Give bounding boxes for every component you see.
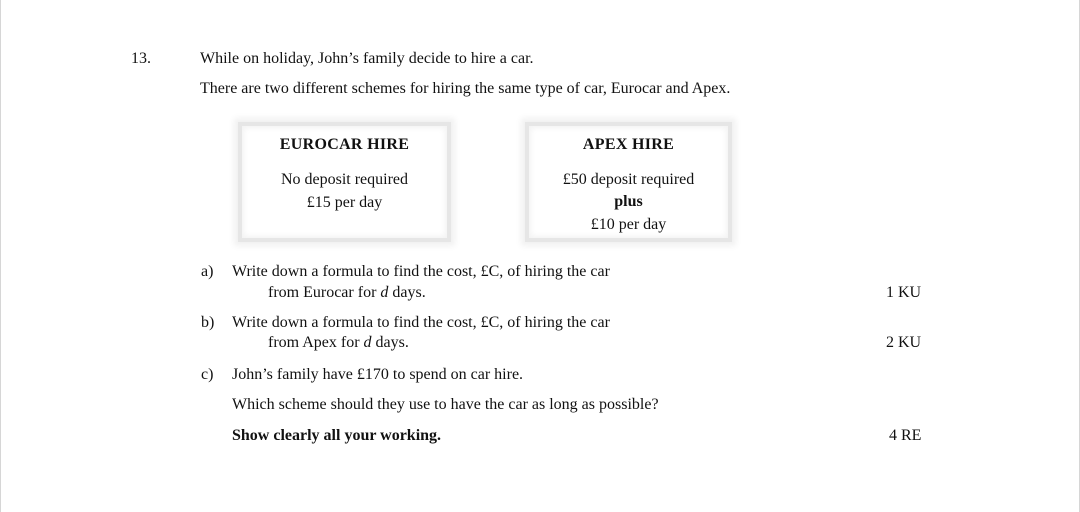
part-c-instruction: Show clearly all your working. xyxy=(232,427,442,444)
part-b-line-1: Write down a formula to find the cost, £C, of hiring the car xyxy=(232,314,610,331)
part-c-line-2: Which scheme should they use to have the car as long as possible? xyxy=(232,396,659,413)
part-b-variable-d: d xyxy=(363,334,372,351)
part-b-line-2-start: from Apex for xyxy=(268,334,364,351)
question-intro-line-2: There are two different schemes for hiring the same type of car, Eurocar and Apex. xyxy=(200,80,731,97)
part-a-variable-d: d xyxy=(380,284,389,301)
part-a-marks: 1 KU xyxy=(886,284,922,301)
part-b-line-2 xyxy=(268,334,409,352)
apex-deposit-text: £50 deposit required xyxy=(562,171,695,188)
part-a-line-2-end: days. xyxy=(388,284,426,301)
part-a-line-1: Write down a formula to find the cost, £C, of hiring the car xyxy=(232,263,610,280)
part-b-line-2-end: days. xyxy=(371,334,409,351)
apex-plus-text: plus xyxy=(614,193,643,210)
apex-hire-title: APEX HIRE xyxy=(582,136,675,153)
question-number: 13. xyxy=(131,50,151,67)
question-intro-line-1: While on holiday, John’s family decide to hire a car. xyxy=(200,50,534,67)
eurocar-hire-title: EUROCAR HIRE xyxy=(279,136,410,153)
part-c-line-1: John’s family have £170 to spend on car hire. xyxy=(232,366,524,383)
apex-daily-rate-text: £10 per day xyxy=(590,216,667,233)
eurocar-deposit-text: No deposit required xyxy=(280,171,409,188)
apex-hire-box xyxy=(525,122,732,242)
part-a-line-2-start: from Eurocar for xyxy=(268,284,381,301)
eurocar-hire-box xyxy=(238,122,451,242)
part-b-label: b) xyxy=(201,314,215,331)
part-a-label: a) xyxy=(201,263,214,280)
eurocar-daily-rate-text: £15 per day xyxy=(306,194,383,211)
part-c-label: c) xyxy=(201,366,214,383)
part-b-marks: 2 KU xyxy=(886,334,922,351)
part-c-marks: 4 RE xyxy=(889,427,922,444)
part-a-line-2 xyxy=(268,284,426,302)
